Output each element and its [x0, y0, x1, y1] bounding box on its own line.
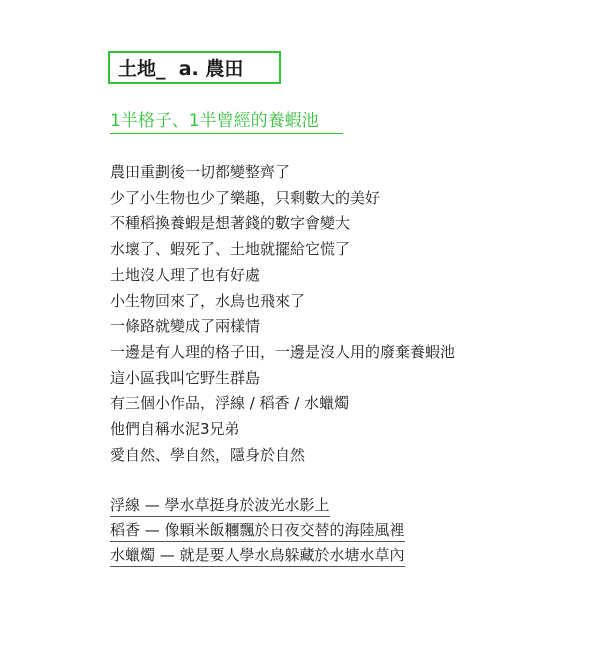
- poem-line: 農田重劃後一切都變整齊了: [110, 163, 291, 181]
- work-item-cattail: [110, 546, 405, 566]
- poem-line: 土地沒人理了也有好處: [110, 265, 261, 284]
- page-title-box: [108, 51, 281, 84]
- poem-line: 小生物回來了，水鳥也飛來了: [110, 291, 306, 310]
- work-item-floating-line: [110, 496, 405, 516]
- poem-line: 有三個小作品，浮線 / 稻香 / 水蠟燭: [110, 394, 350, 413]
- poem-line: 這小區我叫它野生群島: [110, 368, 261, 387]
- poem-body: [110, 160, 455, 468]
- poem-line: 一條路就變成了兩樣情: [110, 317, 261, 336]
- poem-line: 他們自稱水泥3兄弟: [110, 420, 240, 439]
- poem-line: 少了小生物也少了樂趣，只剩數大的美好: [110, 188, 381, 207]
- poem-line: 水壞了、蝦死了、土地就擺給它慌了: [110, 240, 351, 259]
- work-item-label: 浮線 — 學水草挺身於波光水影上: [110, 496, 330, 517]
- works-list: [110, 496, 405, 571]
- page-title: 土地_ a. 農田: [118, 58, 244, 80]
- subtitle: 1半格子、1半曾經的養蝦池: [110, 110, 343, 134]
- work-item-rice-scent: [110, 521, 405, 541]
- work-item-label: 稻香 — 像顆米飯糰飄於日夜交替的海陸風裡: [110, 521, 405, 542]
- poem-line: 不種稻換養蝦是想著錢的數字會變大: [110, 214, 351, 233]
- poem-line: 愛自然、學自然，隱身於自然: [110, 445, 306, 464]
- work-item-label: 水蠟燭 — 就是要人學水鳥躲藏於水塘水草內: [110, 546, 405, 567]
- poem-line: 一邊是有人理的格子田，一邊是沒人用的廢棄養蝦池: [110, 342, 456, 361]
